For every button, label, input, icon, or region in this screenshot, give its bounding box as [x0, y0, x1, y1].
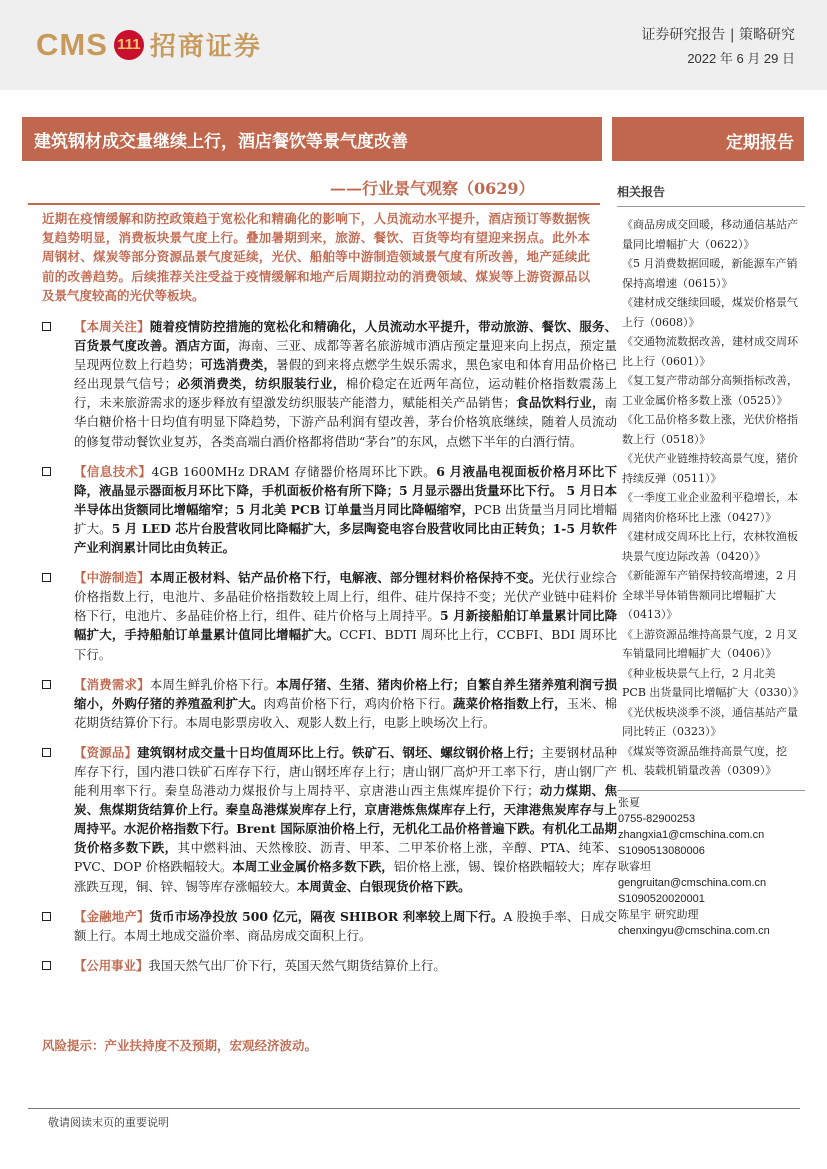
item-tag: 【金融地产】	[74, 908, 150, 924]
report-type: 证券研究报告 | 策略研究	[641, 27, 795, 43]
sidebar	[617, 183, 807, 939]
related-report-link[interactable]: 《复工复产带动部分高频指标改善，工业金属价格多数上涨（0525）》	[622, 374, 798, 407]
item-bold-text: 6 月液晶电视面板价格月环比下降，液晶显示器面板月环比下降，手机面板价格有所下降；5 月显示器出货量环比下行。 5 月日本半导体出货额同比增幅缩窄；5 月北美 PCB 订单量当月同比降幅缩窄，	[74, 463, 618, 517]
list-item-focus	[42, 317, 617, 451]
item-tag: 【信息技术】	[74, 463, 152, 479]
report-subtitle: ——行业景气观察（0629）	[330, 179, 535, 198]
item-bold-text: 本周黄金、白银现货价格下跌。	[297, 878, 471, 894]
bullet-box-icon	[42, 961, 51, 970]
report-date: 2022 年 6 月 29 日	[687, 51, 795, 66]
item-text: 本周生鲜乳价格下行。	[149, 676, 277, 692]
related-report-link[interactable]: 《建材成交继续回暖，煤炭价格景气上行（0608）》	[622, 296, 798, 329]
related-report-link[interactable]: 《新能源车产销保持较高增速，2 月全球半导体销售额同比增幅扩大（0413）》	[622, 569, 798, 621]
summary-paragraph: 近期在疫情缓解和防控政策趋于宽松化和精确化的影响下，人员流动水平提升，酒店预订等数据恢复趋势明显，消费板块景气度上行。叠加暑期到来，旅游、餐饮、百货等均有望迎来拐点。此外本周钢材、煤炭等部分资源品景气度延续，光伏、船舶等中游制造领域景气度有所改善，地产延续此前的改善趋势。后续推荐关注受益于疫情缓解和地产后周期拉动的消费领域、煤炭等上游资源品以及景气度较高的光伏等板块。	[42, 211, 590, 303]
related-report-link[interactable]: 《上游资源品维持高景气度，2 月叉车销量同比增幅扩大（0406）》	[622, 627, 798, 660]
bullet-box-icon	[42, 680, 51, 689]
risk-warning: 风险提示：产业扶持度不及预期，宏观经济波动。	[42, 1038, 318, 1053]
item-text: 玉米、棉花期货结算价下行。本周电影票房收入、观影人数上行，电影上映场次上行。	[74, 695, 618, 730]
report-title: 建筑钢材成交量继续上行，酒店餐饮等景气度改善	[34, 132, 408, 152]
analyst-license: S1090520020001	[618, 892, 705, 905]
footer-note: 敬请阅读末页的重要说明	[48, 1116, 169, 1129]
bullet-box-icon	[42, 912, 51, 921]
item-bold-text: 食品饮料行业，	[515, 395, 605, 411]
analyst-phone: 0755-82900253	[618, 812, 696, 825]
item-text: PCB 出货量当月同比增幅扩大。	[74, 501, 617, 536]
item-bold-text: 5 月 LED 芯片台股营收同比降幅扩大，多层陶瓷电容台股营收同比由正转负；1-5 月软件产业利润累计同比由负转正。	[74, 520, 618, 556]
item-text: 4GB 1600MHz DRAM 存储器价格周环比下跌。	[151, 463, 437, 479]
item-tag: 【中游制造】	[74, 570, 150, 586]
item-bold-text: 本周仔猪、生猪、猪肉价格上行；自繁自养生猪养殖利润亏损缩小，外购仔猪的养殖盈利扩大。	[74, 676, 618, 711]
item-bold-text: 本周正极材料、钴产品价格下行，电解液、部分锂材料价格保持不变。	[149, 570, 542, 586]
item-tag: 【资源品】	[74, 744, 138, 760]
list-item-utilities	[42, 956, 617, 975]
item-tag: 【消费需求】	[74, 676, 150, 692]
item-text: 南华白糖价格十日均值有明显下降趋势，下游产品利润有望改善，茅台价格筑底继续，随着人员流动的修复带动餐饮业复苏，各类高端白酒价格都将借助“茅台”的东风，点燃下半年的白酒行情。	[74, 395, 618, 449]
analyst-license: S1090513080006	[618, 844, 705, 857]
page-header	[0, 0, 827, 90]
item-bold-text: 蔬菜价格指数上行，	[453, 695, 567, 711]
related-report-link[interactable]: 《化工品价格多数上涨，光伏价格指数上行（0518）》	[622, 413, 798, 446]
list-item-it	[42, 462, 617, 557]
item-tag: 【本周关注】	[74, 319, 150, 334]
item-text: 主要钢材品种库存下行，国内港口铁矿石库存下行，唐山钢坯库存上行；唐山钢厂高炉开工率下行，唐山钢厂产能利用率下行。秦皇岛港动力煤报价与上周持平、京唐港山西主焦煤库提价下行；	[74, 744, 618, 799]
analyst-name: 张夏	[618, 795, 640, 809]
item-bold-text: 必须消费类，纺织服装行业，	[176, 376, 346, 392]
bullet-box-icon	[42, 573, 51, 582]
item-text: CCFI、BDTI 周环比上行，CCBFI、BDI 周环比下行。	[74, 627, 618, 662]
analyst-contacts	[617, 791, 807, 939]
key-points-list	[42, 317, 617, 986]
list-item-resources	[42, 743, 617, 896]
item-bold-text: 货币市场净投放 500 亿元，隔夜 SHIBOR 利率较上周下行。	[149, 908, 504, 924]
list-item-midstream	[42, 568, 617, 663]
bullet-box-icon	[42, 467, 51, 476]
item-text: 棉价稳定在近两年高位，运动鞋价格指数震荡上行，未来旅游需求的逐步释放有望激发纺织服装产能潜力，赋能相关产品销售；	[74, 376, 618, 411]
item-text: 其中燃料油、天然橡胶、沥青、甲苯、二甲苯价格上涨，辛醇、PTA、纯苯、PVC、DOP 价格跌幅较大。	[74, 840, 617, 875]
cms-logo	[36, 26, 262, 63]
item-text: A 股换手率、日成交额上行。本周土地成交溢价率、商品房成交面积上行。	[74, 908, 618, 943]
analyst-email[interactable]: gengruitan@cmschina.com.cn	[618, 876, 767, 889]
analyst-name: 耿睿坦	[618, 859, 651, 873]
related-report-link[interactable]: 《一季度工业企业盈利平稳增长，本周猪肉价格环比上涨（0427）》	[622, 491, 798, 524]
item-tag: 【公用事业】	[74, 957, 149, 973]
analyst-email[interactable]: zhangxia1@cmschina.com.cn	[618, 828, 765, 841]
footer-divider	[28, 1108, 800, 1109]
list-item-finance	[42, 907, 617, 945]
item-bold-text: 可选消费类，	[200, 357, 277, 373]
related-report-link[interactable]: 《煤炭等资源品维持高景气度，挖机、装载机销量改善（0309）》	[622, 744, 787, 777]
related-reports-title: 相关报告	[617, 185, 666, 199]
bullet-box-icon	[42, 748, 51, 757]
list-item-consumer	[42, 675, 617, 732]
related-report-link[interactable]: 《商品房成交回暖，移动通信基站产量同比增幅扩大（0622）》	[622, 218, 798, 251]
item-bold-text: 建筑钢材成交量十日均值周环比上行。铁矿石、钢坯、螺纹钢价格上行；	[137, 744, 542, 760]
title-banner	[22, 117, 602, 161]
logo-badge-icon: 111	[114, 30, 144, 60]
related-report-link[interactable]: 《光伏板块淡季不淡，通信基站产量同比转正（0323）》	[622, 705, 798, 738]
analyst-email[interactable]: chenxingyu@cmschina.com.cn	[618, 924, 770, 937]
related-report-link[interactable]: 《交通物流数据改善，建材成交周环比上行（0601）》	[622, 335, 798, 368]
bullet-box-icon	[42, 322, 51, 331]
item-bold-text: 动力煤期、焦炭、焦煤期货结算价上行。秦皇岛港煤炭库存上行，京唐港炼焦煤库存上行，天津港焦炭库存与上周持平。水泥价格指数下行。Brent 国际原油价格上行，无机化工品价格普遍下跌。有机化工品期货价格多数下跌，	[74, 783, 618, 856]
analyst-name: 陈星宇 研究助理	[618, 907, 699, 921]
related-report-link[interactable]: 《建材成交周环比上行，农林牧渔板块景气度边际改善（0420）》	[622, 530, 798, 563]
item-bold-text: 5 月新接船舶订单量累计同比降幅扩大，手持船舶订单量累计值同比增幅扩大。	[74, 608, 618, 643]
title-divider	[28, 203, 600, 205]
item-text: 我国天然气出厂价下行，英国天然气期货结算价上行。	[148, 957, 446, 973]
item-bold-text: 随着疫情防控措施的宽松化和精确化，人员流动水平提升，带动旅游、餐饮、服务、百货景气度改善。酒店方面，	[74, 319, 618, 354]
item-text: 海南、三亚、成都等著名旅游城市酒店预定量迎来向上拐点，预定量呈现两位数上行趋势；	[74, 338, 618, 373]
report-kind-label: 定期报告	[726, 133, 794, 153]
report-kind-banner	[612, 117, 804, 161]
related-report-link[interactable]: 《5 月消费数据回暖，新能源车产销保持高增速（0615）》	[622, 257, 798, 290]
related-report-link[interactable]: 《种业板块景气上行，2 月北美 PCB 出货量同比增幅扩大（0330）》	[622, 666, 804, 699]
item-text: 肉鸡苗价格下行，鸡肉价格下行。	[263, 695, 454, 711]
related-report-link[interactable]: 《光伏产业链维持较高景气度，猪价持续反弹（0511）》	[622, 452, 798, 485]
item-text: 铝价格上涨，锡、镍价格跌幅较大；库存涨跌互现，铜、锌、锡等库存涨幅较大。	[74, 859, 617, 894]
logo-latin: CMS	[36, 26, 108, 62]
item-text: 光伏行业综合价格指数上行，电池片、多晶硅价格指数较上周上行，组件、硅片保持不变；光伏产业链中硅料价格下行，电池片、多晶硅价格上行，组件、硅片价格与上周持平。	[74, 570, 618, 624]
logo-chinese: 招商证券	[149, 32, 262, 62]
item-text: 暑假的到来将点燃学生娱乐需求，黑色家电和体育用品价格已经出现景气信号；	[74, 357, 618, 392]
item-bold-text: 本周工业金属价格多数下跌，	[232, 859, 394, 875]
related-reports-list	[617, 207, 807, 784]
